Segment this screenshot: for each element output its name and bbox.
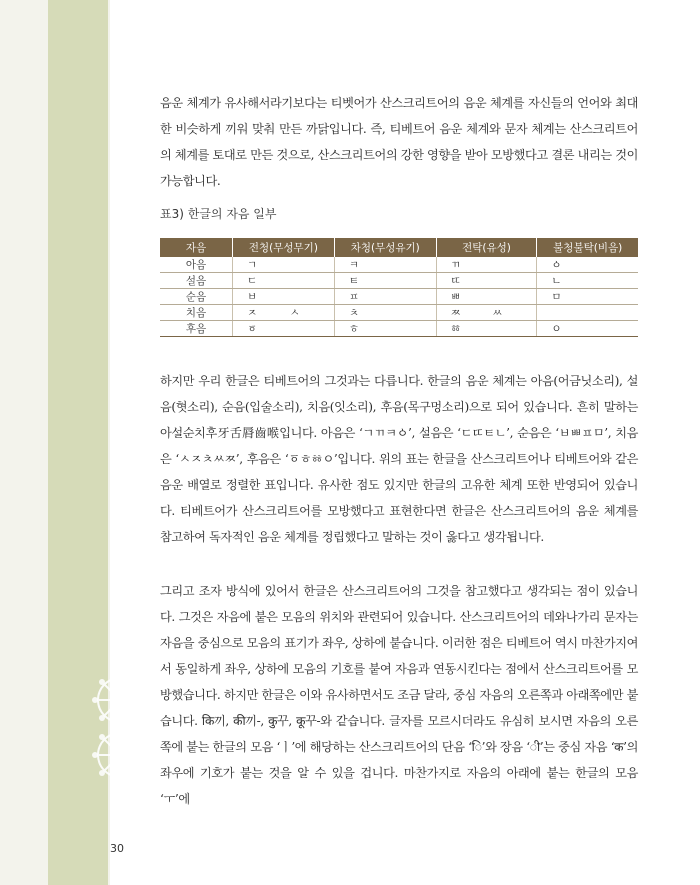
table-cell <box>233 289 335 305</box>
table-row <box>160 257 638 273</box>
dharma-wheel-icon <box>90 670 150 730</box>
table-cell <box>537 305 638 321</box>
row-label: 설음 <box>160 273 233 289</box>
table-header-row <box>160 238 638 257</box>
cell-char: ㅉ <box>450 307 461 319</box>
table-cell <box>537 289 638 305</box>
cell-char: ㅆ <box>492 307 503 319</box>
table-row <box>160 321 638 337</box>
paragraph-intro: 음운 체계가 유사해서라기보다는 티벳어가 산스크리트어의 음운 체계를 자신들의 언어와 최대한 비슷하게 끼워 맞춰 만든 까닭입니다. 즉, 티베트어 음운 체계와 문자 체계는 산스크리트어의 체계를 토대로 만든 것으로, 산스크리트어의 강한 영향을 받아 모방했다고 결론 내리는 것이 가능합니다. <box>160 96 638 188</box>
table-cell <box>436 289 537 305</box>
table-row <box>160 289 638 305</box>
cell-char: ㄴ <box>551 275 562 287</box>
dharma-wheel-icon <box>90 725 150 785</box>
cell-char: ㆅ <box>450 323 461 335</box>
table-cell <box>334 305 436 321</box>
cell-char: ㆁ <box>551 259 562 271</box>
table-cell <box>436 321 537 337</box>
table-cell <box>334 273 436 289</box>
table-cell <box>537 273 638 289</box>
table-cell <box>233 257 335 273</box>
cell-char: ㅌ <box>348 275 359 287</box>
header-cell: 차청(무성유기) <box>334 238 436 257</box>
cell-char: ㄱ <box>247 259 258 271</box>
row-label: 치음 <box>160 305 233 321</box>
page-number: 30 <box>110 842 124 855</box>
table-cell <box>537 321 638 337</box>
cell-char: ㅍ <box>348 291 359 303</box>
table-cell <box>334 289 436 305</box>
table-cell <box>233 273 335 289</box>
table-caption: 표3) 한글의 자음 일부 <box>160 207 277 221</box>
table-row <box>160 273 638 289</box>
cell-char: ㅋ <box>348 259 359 271</box>
table-cell <box>436 257 537 273</box>
table-cell <box>233 321 335 337</box>
consonant-table <box>160 238 638 337</box>
table-cell <box>334 321 436 337</box>
cell-char: ㅂ <box>247 291 258 303</box>
table-cell <box>233 305 335 321</box>
table-cell <box>436 305 537 321</box>
cell-char: ㅊ <box>348 307 359 319</box>
row-label: 순음 <box>160 289 233 305</box>
cell-char: ㄲ <box>450 259 461 271</box>
cell-char: ㅁ <box>551 291 562 303</box>
cell-char: ㅎ <box>348 323 359 335</box>
header-cell: 전청(무성무기) <box>233 238 335 257</box>
table-cell <box>537 257 638 273</box>
header-cell: 전탁(유성) <box>436 238 537 257</box>
paragraph-vowel-placement: 그리고 조자 방식에 있어서 한글은 산스크리트어의 그것을 참고했다고 생각되는 점이 있습니다. 그것은 자음에 붙은 모음의 위치와 관련되어 있습니다. 산스크리트어의 데와나가리 문자는 자음을 중심으로 모음의 표기가 좌우, 상하에 붙습니다. 이러한 점은 티베트어 역시 마찬가지여서 동일하게 좌우, 상하에 모음의 기호를 붙여 자음과 연동시킨다는 점에서 산스크리트어를 모방했습니다. 하지만 한글은 이와 유사하면서도 조금 달라, 중심 자음의 오른쪽과 아래쪽에만 붙습니다. कि끼, की끼-, कु꾸, कू꾸-와 같습니다. 글자를 모르시더라도 유심히 보시면 자음의 오른쪽에 붙는 한글의 모음 ‘ㅣ’에 해당하는 산스크리트어의 단음 ‘ि’와 장음 ‘ी’는 중심 자음 ‘क’의 좌우에 기호가 붙는 것을 알 수 있을 겁니다. 마찬가지로 자음의 아래에 붙는 한글의 모음 ‘ㅜ’에 <box>160 584 638 806</box>
cell-char: ㅇ <box>551 323 562 335</box>
header-cell: 자음 <box>160 238 233 257</box>
paragraph-hangul-system: 하지만 우리 한글은 티베트어의 그것과는 다릅니다. 한글의 음운 체계는 아음(어금닛소리), 설음(혓소리), 순음(입술소리), 치음(잇소리), 후음(목구멍소리)으로 되어 있습니다. 흔히 말하는 아설순치후牙舌脣齒喉입니다. 아음은 ‘ㄱㄲㅋㆁ’, 설음은 ‘ㄷㄸㅌㄴ’, 순음은 ‘ㅂㅃㅍㅁ’, 치음은 ‘ㅅㅈㅊㅆㅉ’, 후음은 ‘ㆆㅎㆅㅇ’입니다. 위의 표는 한글을 산스크리트어나 티베트어와 같은 음운 배열로 정렬한 표입니다. 유사한 점도 있지만 한글의 고유한 체계 또한 반영되어 있습니다. 티베트어가 산스크리트어를 모방했다고 표현한다면 한글은 산스크리트어의 음운 체계를 참고하여 독자적인 음운 체계를 정립했다고 말하는 것이 옳다고 생각됩니다. <box>160 374 638 544</box>
table-cell <box>334 257 436 273</box>
row-label: 후음 <box>160 321 233 337</box>
table-cell <box>436 273 537 289</box>
cell-char: ㄷ <box>247 275 258 287</box>
header-cell: 불청불탁(비음) <box>537 238 638 257</box>
cell-char: ㅈ <box>247 307 258 319</box>
cell-char: ㆆ <box>247 323 258 335</box>
cell-char: ㅃ <box>450 291 461 303</box>
cell-char: ㅅ <box>289 307 300 319</box>
table-row <box>160 305 638 321</box>
row-label: 아음 <box>160 257 233 273</box>
cell-char: ㄸ <box>450 275 461 287</box>
